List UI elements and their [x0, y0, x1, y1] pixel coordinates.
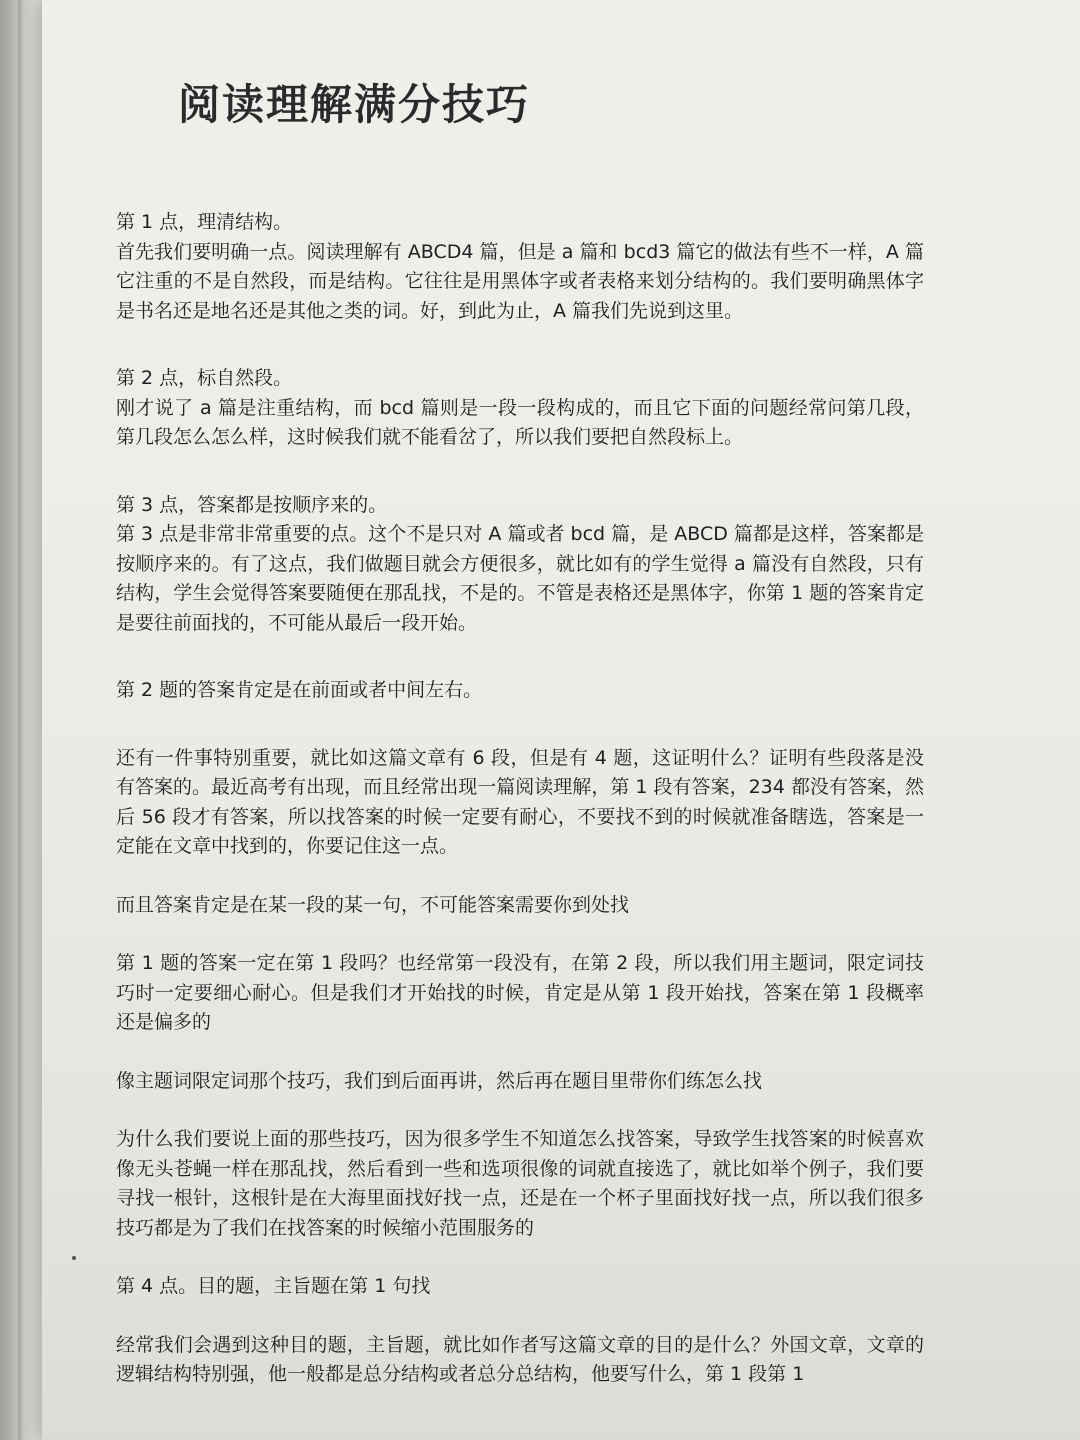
page-binding-edge — [18, 0, 24, 1440]
document-body — [116, 208, 924, 1419]
section-heading-3: 第 3 点，答案都是按顺序来的。 — [116, 493, 388, 516]
body-paragraph: 经常我们会遇到这种目的题，主旨题，就比如作者写这篇文章的目的是什么？外国文章，文章的逻辑结构特别强，他一般都是总分结构或者总分总结构，他要写什么，第 1 段第 1 — [116, 1333, 924, 1385]
page-title: 阅读理解满分技巧 — [178, 80, 531, 129]
body-paragraph: 首先我们要明确一点。阅读理解有 ABCD4 篇，但是 a 篇和 bcd3 篇它的做法有些不一样，A 篇它注重的不是自然段，而是结构。它往往是用黑体字或者表格来划分结构的。我们要明确黑体字是书名还是地名还是其他之类的词。好，到此为止，A 篇我们先说到这里。 — [116, 240, 924, 322]
body-paragraph: 为什么我们要说上面的那些技巧，因为很多学生不知道怎么找答案，导致学生找答案的时候喜欢像无头苍蝇一样在那乱找，然后看到一些和选项很像的词就直接选了，就比如举个例子，我们要寻找一根针，这根针是在大海里面找好找一点，还是在一个杯子里面找好找一点，所以我们很多技巧都是为了我们在找答案的时候缩小范围服务的 — [116, 1128, 924, 1239]
body-paragraph: 第 2 题的答案肯定是在前面或者中间左右。 — [116, 679, 483, 701]
section-heading-4: 第 4 点。目的题，主旨题在第 1 句找 — [116, 1275, 431, 1297]
body-paragraph: 第 1 题的答案一定在第 1 段吗？也经常第一段没有，在第 2 段，所以我们用主题词，限定词技巧时一定要细心耐心。但是我们才开始找的时候，肯定是从第 1 段开始找，答案在第 1 段概率还是偏多的 — [116, 952, 924, 1033]
body-paragraph: 刚才说了 a 篇是注重结构，而 bcd 篇则是一段一段构成的，而且它下面的问题经常问第几段，第几段怎么怎么样，这时候我们就不能看岔了，所以我们要把自然段标上。 — [116, 396, 924, 448]
ink-dot — [72, 1256, 76, 1260]
body-paragraph: 第 3 点是非常非常重要的点。这个不是只对 A 篇或者 bcd 篇，是 ABCD 篇都是这样，答案都是按顺序来的。有了这点，我们做题目就会方便很多，就比如有的学生觉得 a 篇没有自然段，只有结构，学生会觉得答案要随便在那乱找，不是的。不管是表格还是黑体字，你第 1 题的答案肯定是要往前面找的，不可能从最后一段开始。 — [116, 523, 924, 634]
section-heading-1: 第 1 点，理清结构。 — [116, 211, 293, 233]
section-heading-2: 第 2 点，标自然段。 — [116, 367, 293, 389]
body-paragraph: 而且答案肯定是在某一段的某一句，不可能答案需要你到处找 — [116, 893, 630, 916]
body-paragraph: 像主题词限定词那个技巧，我们到后面再讲，然后再在题目里带你们练怎么找 — [116, 1069, 763, 1092]
body-paragraph: 还有一件事特别重要，就比如这篇文章有 6 段，但是有 4 题，这证明什么？证明有些段落是没有答案的。最近高考有出现，而且经常出现一篇阅读理解，第 1 段有答案，234 都没有答案，然后 56 段才有答案，所以找答案的时候一定要有耐心，不要找不到的时候就准备瞎选，答案是一定能在文章中找到的，你要记住这一点。 — [116, 746, 924, 857]
